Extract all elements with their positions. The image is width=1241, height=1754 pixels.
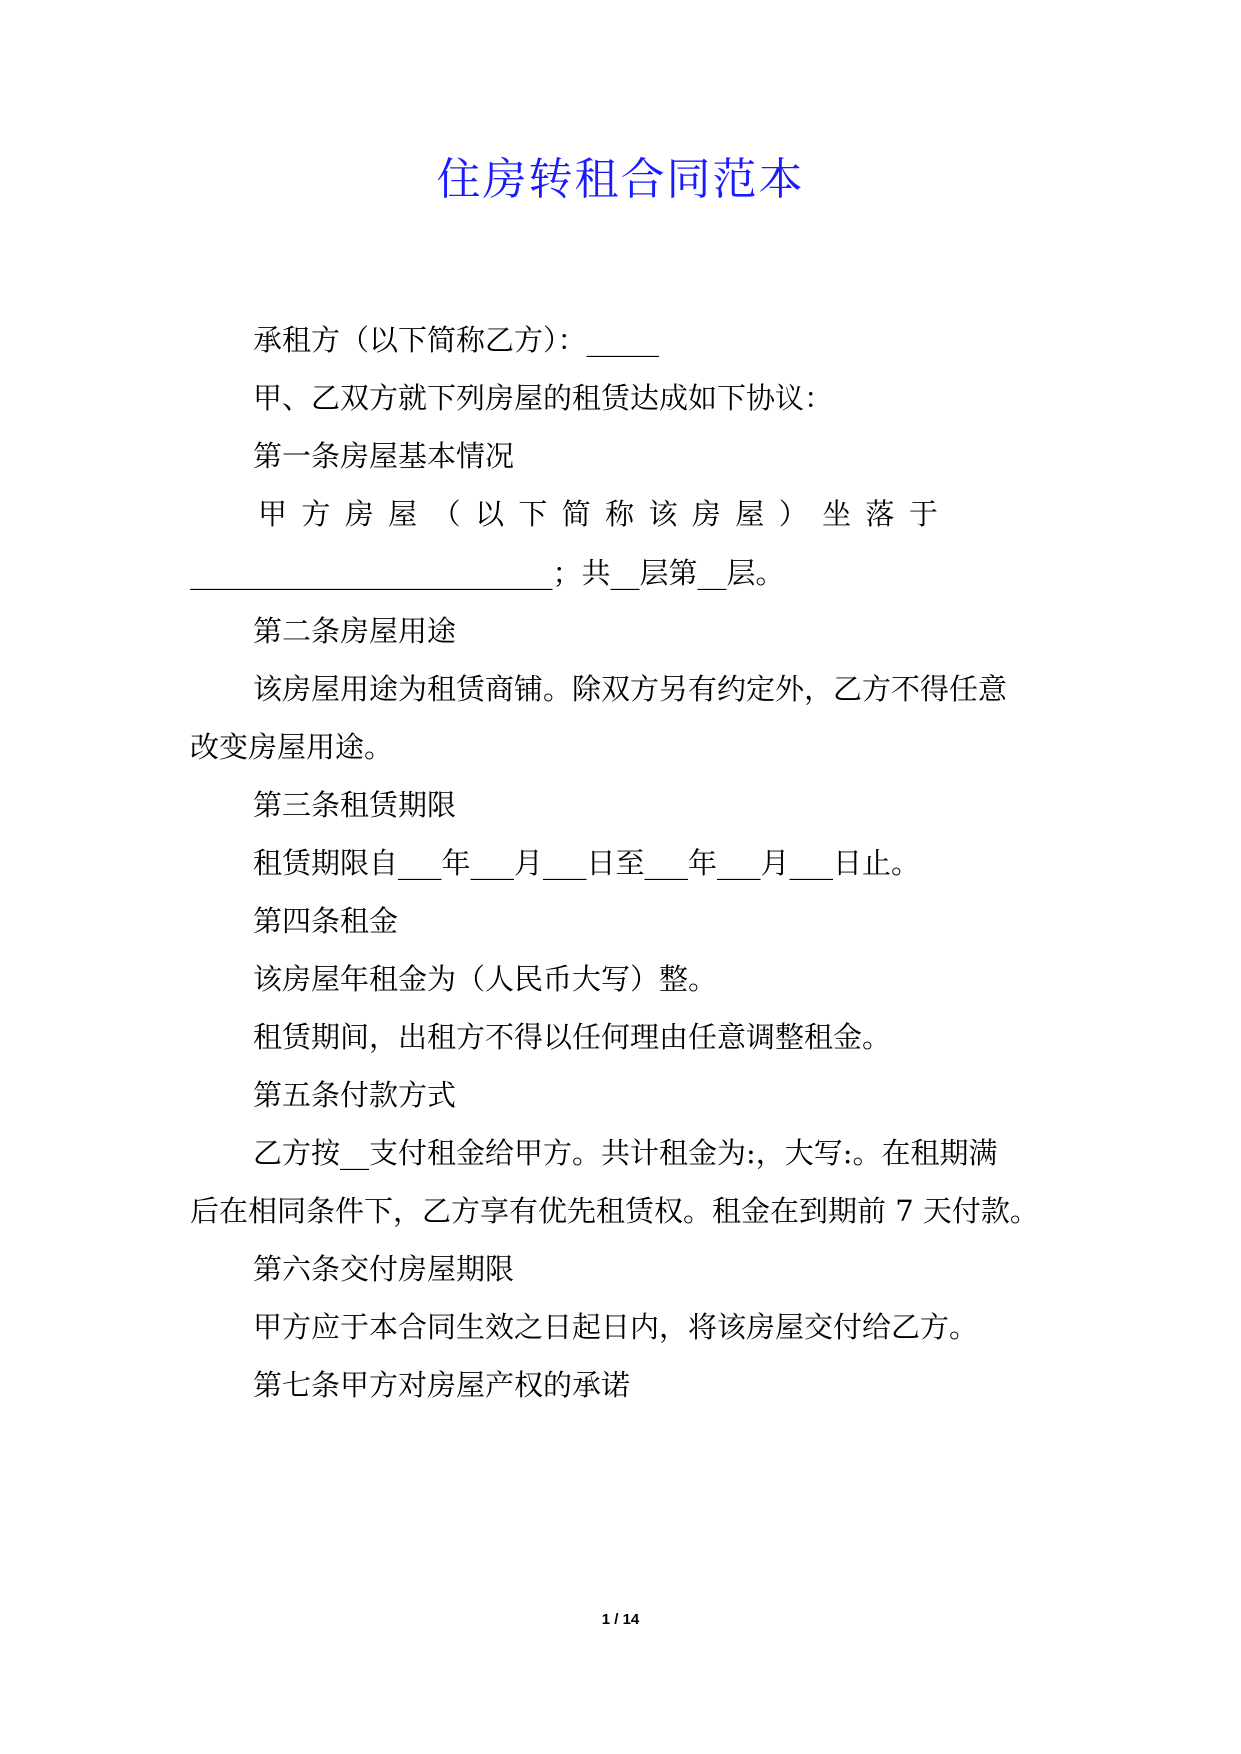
article-1-floor-line: _________________________；共__层第__层。 <box>190 556 785 590</box>
location-char: 落 <box>865 497 895 531</box>
agreement-intro: 甲、乙双方就下列房屋的租赁达成如下协议： <box>253 381 834 415</box>
article-1-heading: 第一条房屋基本情况 <box>253 439 515 473</box>
article-5-body-1: 乙方按__支付租金给甲方。共计租金为:，大写:。在租期满 <box>253 1136 998 1170</box>
location-char: 屋 <box>735 497 765 531</box>
location-char: 以 <box>474 497 504 531</box>
article-4-body-1: 该房屋年租金为（人民币大写）整。 <box>253 962 718 996</box>
article-3-body: 租赁期限自___年___月___日至___年___月___日止。 <box>253 846 921 880</box>
location-char: 坐 <box>822 497 852 531</box>
location-char: 简 <box>561 497 591 531</box>
article-2-heading: 第二条房屋用途 <box>253 614 457 648</box>
location-char: 房 <box>344 497 374 531</box>
location-char: （ <box>431 497 461 531</box>
document-title: 住房转租合同范本 <box>436 154 805 205</box>
article-1-location-line <box>258 494 938 534</box>
location-char: 下 <box>518 497 548 531</box>
article-6-heading: 第六条交付房屋期限 <box>253 1252 515 1286</box>
article-4-body-2: 租赁期间，出租方不得以任何理由任意调整租金。 <box>253 1020 892 1054</box>
article-3-heading: 第三条租赁期限 <box>253 788 457 822</box>
article-2-body-1: 该房屋用途为租赁商铺。除双方另有约定外，乙方不得任意 <box>253 672 1008 706</box>
party-b-line: 承租方（以下简称乙方）：_____ <box>253 323 660 357</box>
page-number: 1 / 14 <box>601 1611 640 1628</box>
location-char: 称 <box>605 497 635 531</box>
location-char: 该 <box>648 497 678 531</box>
location-char: 方 <box>301 497 331 531</box>
location-char: 甲 <box>258 497 288 531</box>
location-char: 于 <box>908 497 938 531</box>
article-5-heading: 第五条付款方式 <box>253 1078 457 1112</box>
article-6-body: 甲方应于本合同生效之日起日内，将该房屋交付给乙方。 <box>253 1310 979 1344</box>
article-2-body-2: 改变房屋用途。 <box>190 730 394 764</box>
location-char: 房 <box>691 497 721 531</box>
location-char: ） <box>778 497 808 531</box>
article-4-heading: 第四条租金 <box>253 904 399 938</box>
article-5-body-2: 后在相同条件下，乙方享有优先租赁权。租金在到期前 7 天付款。 <box>190 1194 1039 1228</box>
location-char: 屋 <box>388 497 418 531</box>
article-7-heading: 第七条甲方对房屋产权的承诺 <box>253 1368 631 1402</box>
